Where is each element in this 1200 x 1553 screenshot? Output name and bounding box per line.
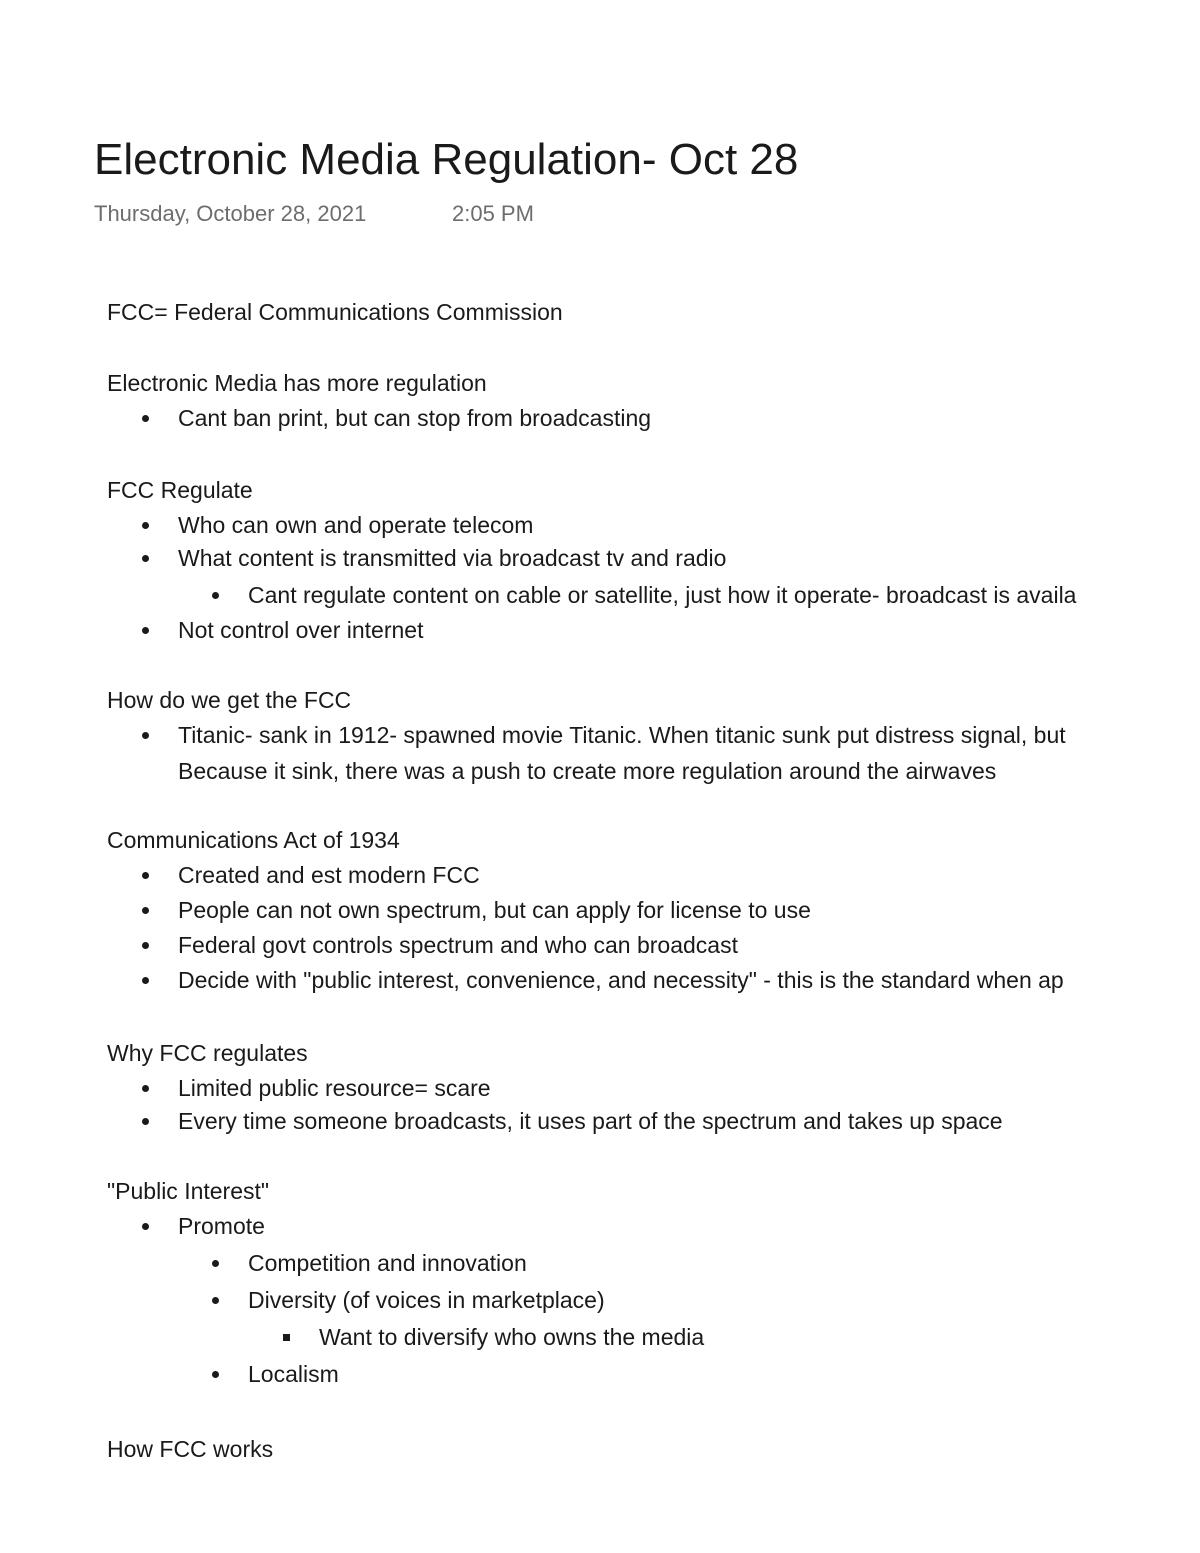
- list-item: Federal govt controls spectrum and who can broadcast: [178, 932, 738, 958]
- section-heading-why-fcc: Why FCC regulates: [107, 1040, 308, 1066]
- list-item: Localism: [248, 1361, 339, 1387]
- list-item: Promote: [178, 1213, 265, 1239]
- bullet-icon: [142, 907, 149, 914]
- bullet-icon: [142, 977, 149, 984]
- note-time: 2:05 PM: [452, 201, 534, 226]
- bullet-icon: [142, 627, 149, 634]
- list-item: Created and est modern FCC: [178, 862, 480, 888]
- note-date: Thursday, October 28, 2021: [94, 201, 367, 226]
- section-heading-cut-off: [107, 1433, 307, 1462]
- bullet-icon: [142, 415, 149, 422]
- square-bullet-icon: [283, 1334, 290, 1341]
- bullet-icon: [142, 1223, 149, 1230]
- list-item: Competition and innovation: [248, 1250, 527, 1276]
- cut-off-heading-text: How FCC works: [107, 1436, 274, 1462]
- section-heading-how-fcc: How do we get the FCC: [107, 687, 352, 713]
- list-item: Every time someone broadcasts, it uses part of the spectrum and takes up space: [178, 1108, 1003, 1134]
- page-title: Electronic Media Regulation- Oct 28: [94, 135, 799, 184]
- bullet-icon: [142, 942, 149, 949]
- section-heading-fcc-regulate: FCC Regulate: [107, 477, 253, 503]
- list-item: Decide with "public interest, convenience, and necessity" - this is the standard when ap: [178, 967, 1064, 993]
- list-item: Limited public resource= scare: [178, 1075, 491, 1101]
- section-heading-electronic-media: Electronic Media has more regulation: [107, 370, 487, 396]
- bullet-icon: [142, 732, 149, 739]
- bullet-icon: [142, 1085, 149, 1092]
- bullet-icon: [142, 872, 149, 879]
- fcc-definition: FCC= Federal Communications Commission: [107, 299, 563, 325]
- list-item: Want to diversify who owns the media: [319, 1324, 705, 1350]
- bullet-icon: [142, 1118, 149, 1125]
- list-item: Diversity (of voices in marketplace): [248, 1287, 605, 1313]
- bullet-icon: [142, 522, 149, 529]
- section-heading-communications-act: Communications Act of 1934: [107, 827, 400, 853]
- bullet-icon: [212, 1371, 219, 1378]
- list-item: Titanic- sank in 1912- spawned movie Titanic. When titanic sunk put distress signal, but: [178, 722, 1066, 748]
- list-item: Who can own and operate telecom: [178, 512, 534, 538]
- list-item: People can not own spectrum, but can apply for license to use: [178, 897, 811, 923]
- bullet-icon: [212, 1260, 219, 1267]
- bullet-icon: [212, 592, 219, 599]
- list-item: Cant ban print, but can stop from broadcasting: [178, 405, 652, 431]
- list-item: Not control over internet: [178, 617, 424, 643]
- list-item: What content is transmitted via broadcast tv and radio: [178, 545, 727, 571]
- bullet-icon: [212, 1297, 219, 1304]
- section-heading-public-interest: "Public Interest": [107, 1178, 270, 1204]
- bullet-icon: [142, 555, 149, 562]
- list-item-continuation: Because it sink, there was a push to create more regulation around the airwaves: [178, 758, 997, 784]
- list-item: Cant regulate content on cable or satellite, just how it operate- broadcast is availa: [248, 582, 1077, 608]
